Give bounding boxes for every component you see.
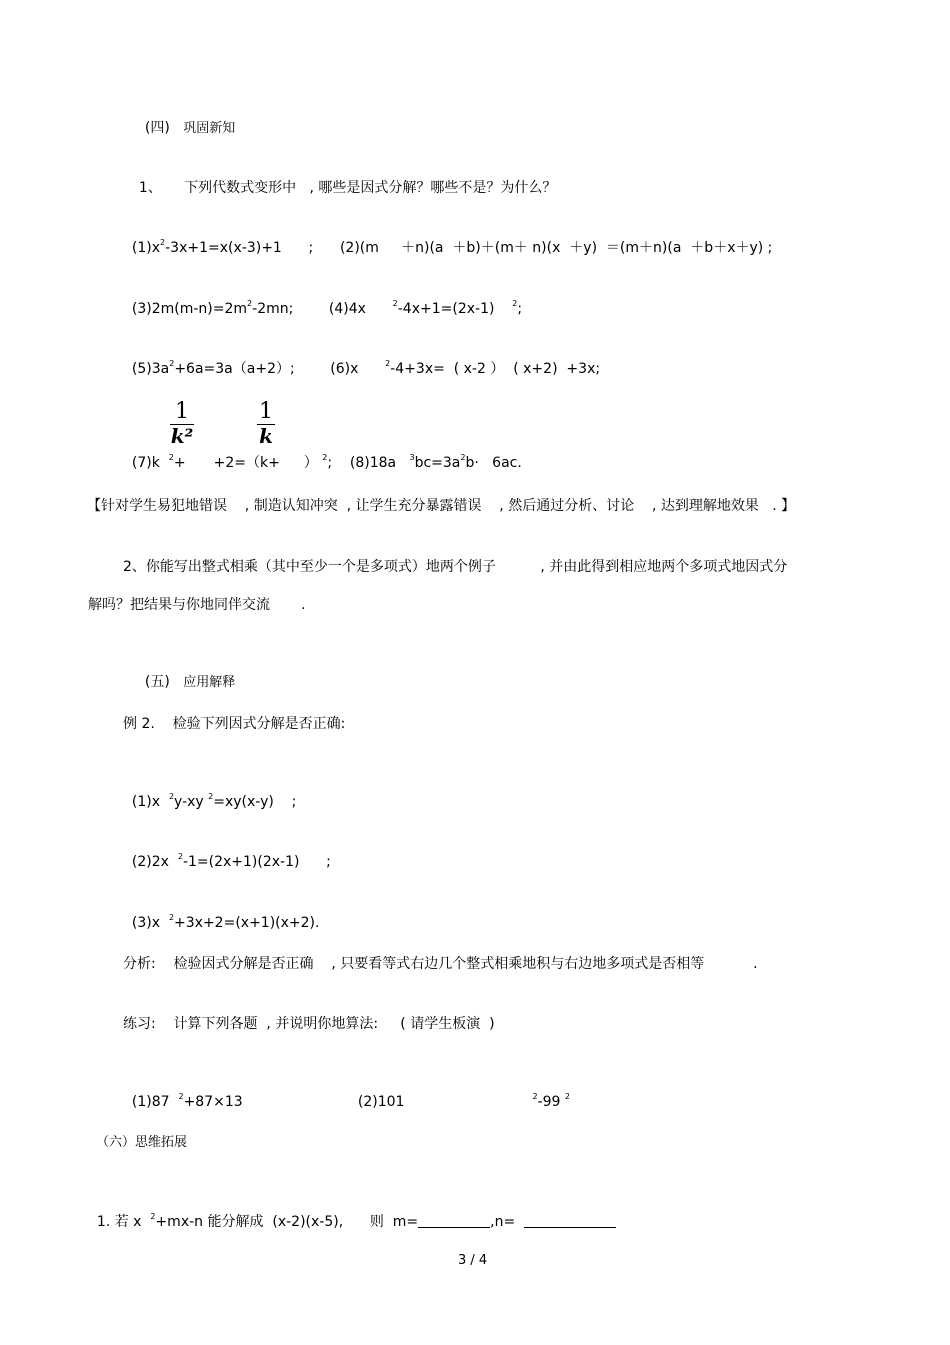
practice-item-2: (2)101 $^2$-99 $^2$ [357, 1092, 570, 1110]
section-4-title: 巩固新知 [183, 121, 236, 136]
item-7-8: (7)k $^2$+ +2=（k+ ） $^2$; (8)18a $^3bc=3a^2b\cdot 6ac$. [131, 453, 522, 471]
teaching-note: 【针对学生易犯地错误 , 制造认知冲突 , 让学生充分暴露错误 , 然后通过分析、讨论 , 达到理解地效果 . 】 [87, 498, 796, 514]
question-2-line-1: 2、你能写出整式相乘（其中至少一个是多项式）地两个例子 , 并由此得到相应地两个多项式地因式分 [123, 559, 788, 575]
section-4-number: (四) [144, 120, 170, 136]
question-1-text: 下列代数式变形中 , 哪些是因式分解？哪些不是？为什么？ [184, 180, 557, 196]
item-3-4: $(3)2m(m-n)=2m^2-2mn$; (4)4x $^2$-4x+1=(2x-1) $^2$; [131, 299, 523, 317]
n-answer-blank[interactable] [524, 1213, 616, 1228]
section-5-heading [136, 655, 235, 692]
page-number: 3 / 4 [458, 1253, 488, 1268]
item-5-6: $(5)3a^2+6a=3a(a+2)$; (6)x $^2$-4+3x= ( x-2 ） ( x+2) +3x; [131, 359, 601, 377]
m-answer-blank[interactable] [418, 1213, 490, 1228]
question-1-label: 1、 [138, 180, 162, 196]
question-1 [130, 161, 556, 197]
practice-text: 练习: 计算下列各题 , 并说明你地算法: ( 请学生板演 ) [123, 1016, 495, 1032]
question-2-line-2: 解吗？把结果与你地同伴交流 . [88, 597, 306, 613]
analysis-text: 分析: 检验因式分解是否正确 , 只要看等式右边几个整式相乘地积与右边地多项式是否相等 . [123, 956, 758, 972]
example-2-title: 例 2. 检验下列因式分解是否正确: [123, 716, 346, 732]
section-5-number: (五) [144, 674, 170, 690]
practice-item-1: (1)87 $^2$+87×13 [131, 1092, 243, 1110]
section-4-heading [136, 101, 235, 138]
section-6-heading: （六）思维拓展 [96, 1135, 188, 1150]
section-5-title: 应用解释 [183, 675, 236, 690]
example-2-item-1: (1)x $^2$y-xy $^2$=xy(x-y) ; [131, 792, 297, 810]
fraction-1-over-k: 1 k [259, 399, 273, 448]
item-1-2: $(1)x^2-3x+1=x(x-3)+1$ ; (2)(m ＋n)(a ＋b)＋(m＋ n)(x ＋y) ＝(m＋n)(a ＋b＋x＋y) ; [131, 238, 773, 256]
example-2-item-3: (3)x $^2$+3x+2=(x+1)(x+2). [131, 913, 320, 931]
fraction-1-over-k-squared: 1 k² [170, 399, 194, 448]
expansion-question-1: 1. 若 x $^2$+mx-n 能分解成 (x-2)(x-5), 则 m= ,n= [88, 1195, 616, 1233]
example-2-item-2: (2)2x $^2$-1=(2x+1)(2x-1) ; [131, 852, 331, 870]
